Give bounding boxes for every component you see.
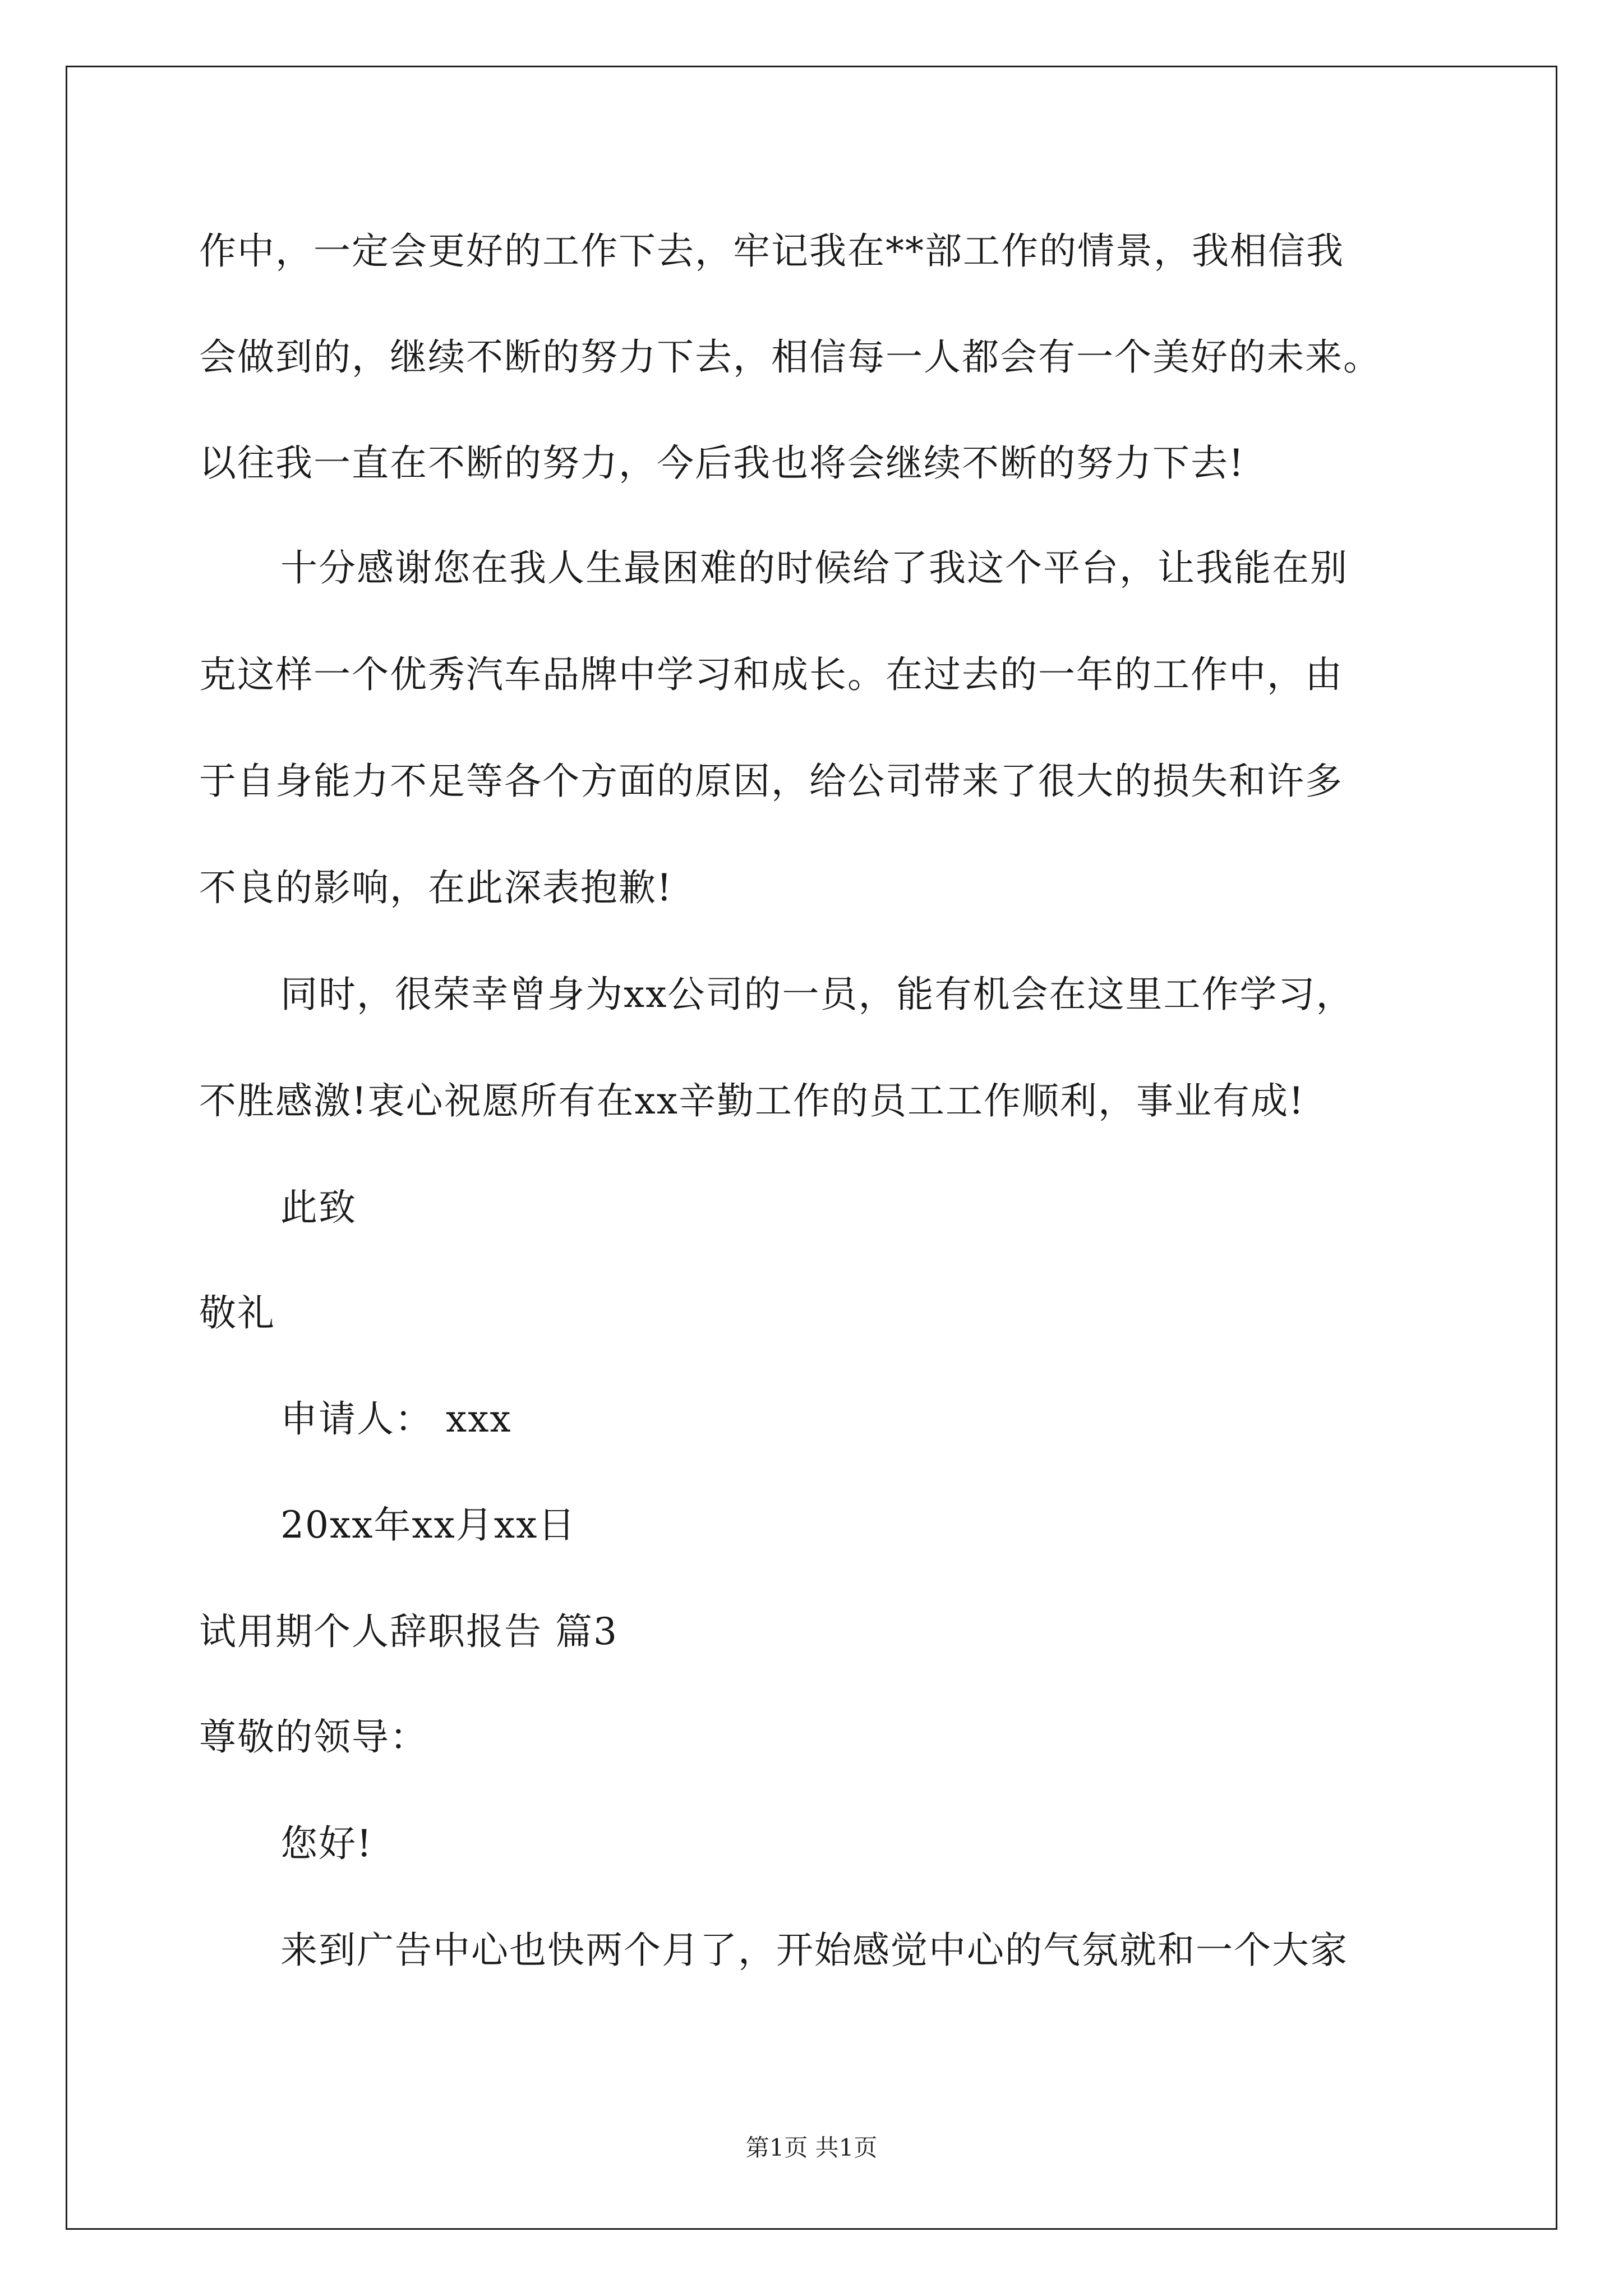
letter-salutation: 您好! [280, 1822, 373, 1865]
signature-date: 20xx年xx月xx日 [280, 1503, 577, 1547]
paragraph-line: 作中，一定会更好的工作下去，牢记我在**部工作的情景，我相信我 [199, 229, 1344, 273]
paragraph-line: 十分感谢您在我人生最困难的时候给了我这个平台，让我能在别 [280, 546, 1348, 590]
section-title: 试用期个人辞职报告 篇3 [199, 1610, 618, 1653]
paragraph-line: 来到广告中心也快两个月了，开始感觉中心的气氛就和一个大家 [280, 1929, 1348, 1972]
paragraph-line: 不良的影响，在此深表抱歉! [199, 866, 673, 909]
paragraph-line: 同时，很荣幸曾身为xx公司的一员，能有机会在这里工作学习， [280, 973, 1354, 1016]
paragraph-line: 克这样一个优秀汽车品牌中学习和成长。在过去的一年的工作中，由 [199, 653, 1343, 696]
paragraph-line: 会做到的，继续不断的努力下去，相信每一人都会有一个美好的未来。 [199, 335, 1381, 379]
paragraph-line: 不胜感激!衷心祝愿所有在xx辛勤工作的员工工作顺利，事业有成! [199, 1079, 1305, 1122]
page-frame [66, 66, 1557, 2230]
closing-salutation: 此致 [280, 1186, 357, 1229]
letter-greeting: 尊敬的领导： [199, 1715, 428, 1759]
paragraph-line: 以往我一直在不断的努力，今后我也将会继续不断的努力下去! [199, 441, 1245, 485]
closing-regards: 敬礼 [199, 1291, 275, 1335]
applicant-name: 申请人： xxx [280, 1397, 512, 1441]
paragraph-line: 于自身能力不足等各个方面的原因，给公司带来了很大的损失和许多 [199, 760, 1343, 803]
page-number-footer: 第1页 共1页 [745, 2134, 878, 2161]
